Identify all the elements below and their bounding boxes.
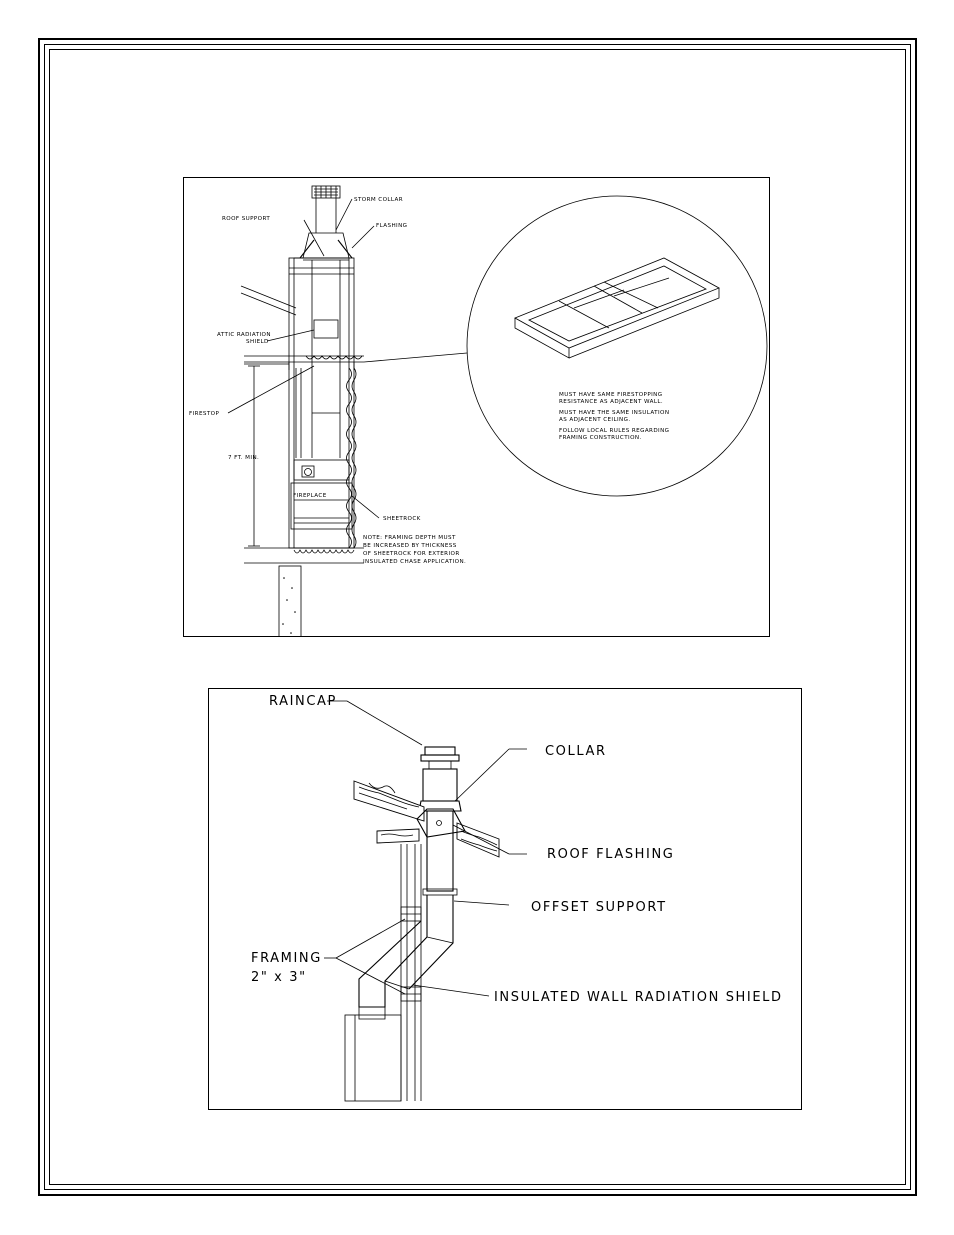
detail-note-line-1: MUST HAVE SAME FIRESTOPPING — [559, 392, 663, 398]
roof-flashing-label: ROOF FLASHING — [547, 847, 675, 862]
floor-foundation — [244, 548, 364, 637]
detail-note-line-2: RESISTANCE AS ADJACENT WALL. — [559, 399, 664, 405]
insulated-wall-radiation-shield-label: INSULATED WALL RADIATION SHIELD — [494, 990, 783, 1005]
note-line-2: BE INCREASED BY THICKNESS — [363, 543, 457, 549]
detail-note-line-5: FOLLOW LOCAL RULES REGARDING — [559, 428, 670, 434]
wall-framing — [401, 844, 421, 1101]
chase-installation-diagram — [183, 177, 770, 637]
roof-support-label: ROOF SUPPORT — [222, 216, 271, 222]
raincap-label: RAINCAP — [269, 694, 337, 709]
attic-radiation-shield-label-line-2: SHIELD — [246, 339, 269, 345]
leader-lines — [228, 199, 467, 518]
upper-pipe — [419, 769, 461, 891]
roof-rafter — [241, 286, 296, 315]
flashing-label: FLASHING — [376, 223, 408, 229]
framing-label-line-2: 2" x 3" — [251, 970, 307, 985]
ceiling-joist — [244, 356, 364, 370]
fireplace-box — [345, 1015, 401, 1101]
chase-framing — [289, 258, 356, 548]
detail-note-line-4: AS ADJACENT CEILING. — [559, 417, 631, 423]
fireplace-label: FIREPLACE — [293, 493, 327, 499]
offset-installation-diagram — [208, 688, 802, 1110]
note-line-1: NOTE: FRAMING DEPTH MUST — [363, 535, 456, 541]
roof-flashing — [300, 240, 352, 258]
firestop-label: FIRESTOP — [189, 411, 220, 417]
note-line-3: OF SHEETROCK FOR EXTERIOR — [363, 551, 460, 557]
offset-elbow — [359, 889, 457, 1019]
raincap — [421, 747, 459, 769]
collar-label: COLLAR — [545, 744, 607, 759]
seven-ft-min-label: 7 FT. MIN. — [228, 455, 260, 461]
detail-bubble — [467, 196, 767, 496]
framing-label-line-1: FRAMING — [251, 951, 322, 966]
storm-collar-label: STORM COLLAR — [354, 197, 404, 203]
offset-installation-drawing — [209, 689, 802, 1110]
detail-note-line-3: MUST HAVE THE SAME INSULATION — [559, 410, 670, 416]
chimney-cap — [312, 186, 340, 198]
attic-radiation-shield-label-line-1: ATTIC RADIATION — [217, 332, 271, 338]
chimney-pipe — [303, 198, 349, 458]
sheetrock-label: SHEETROCK — [383, 516, 421, 522]
note-line-4: INSULATED CHASE APPLICATION. — [363, 559, 467, 565]
chase-installation-drawing — [184, 178, 770, 637]
detail-note-line-6: FRAMING CONSTRUCTION. — [559, 435, 642, 441]
attic-joist — [377, 829, 419, 843]
offset-support-label: OFFSET SUPPORT — [531, 900, 667, 915]
